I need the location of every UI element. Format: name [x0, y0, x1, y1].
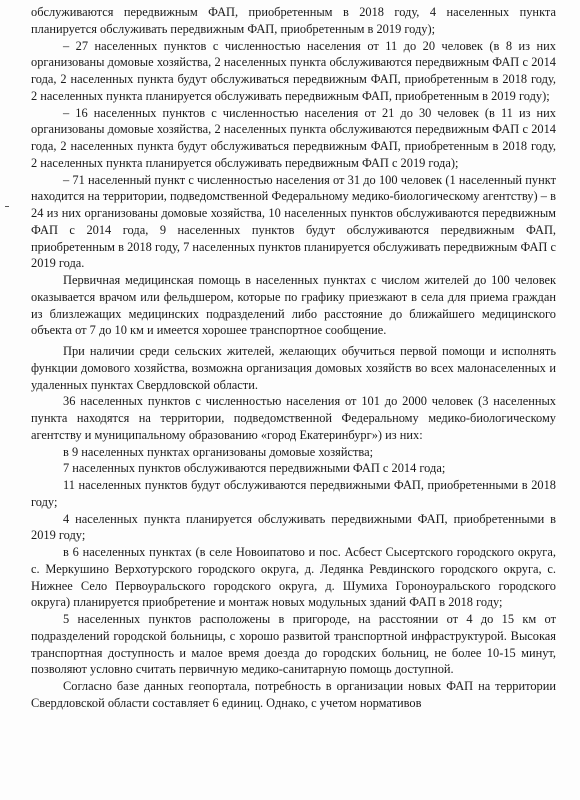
paragraph-7: 36 населенных пунктов с численностью населения от 101 до 2000 человек (3 населенных пункта находятся на территории, подведомственной Федеральному медико-биологическому агентству и муниципальному образованию «город Екатеринбург») из них:	[31, 394, 556, 442]
paragraph-2: – 27 населенных пунктов с численностью населения от 11 до 20 человек (в 8 из них организованы домовые хозяйства, 2 населенных пункта обслуживаются передвижным ФАП с 2014 года, 2 населенных пункта будут обслуживаться передвижным ФАП, приобретенным в 2018 году, 2 населенных пункта планируется обслуживать передвижным ФАП, приобретенным в 2019 году);	[31, 38, 556, 103]
paragraph-8: в 9 населенных пунктах организованы домовые хозяйства;	[63, 444, 374, 459]
paragraph-13: 5 населенных пунктов расположены в пригороде, на расстоянии от 4 до 15 км от подразделений городской больницы, с хорошо развитой транспортной инфраструктурой. Высокая транспортная доступность и малое время доезда до городских больниц, не более 10-15 минут, позволяют условно считать первичную медико-санитарную помощь доступной.	[31, 612, 556, 677]
margin-mark	[5, 206, 9, 207]
paragraph-11: 4 населенных пункта планируется обслуживать передвижными ФАП, приобретенными в 2019 году;	[31, 511, 556, 543]
paragraph-14: Согласно базе данных геопортала, потребность в организации новых ФАП на территории Свердловской области составляет 6 единиц. Однако, с учетом нормативов	[31, 679, 556, 710]
paragraph-1: обслуживаются передвижным ФАП, приобретенным в 2018 году, 4 населенных пункта планируется обслуживать передвижным ФАП, приобретенным в 2019 году);	[31, 5, 556, 36]
paragraph-3: – 16 населенных пунктов с численностью населения от 21 до 30 человек (в 11 из них организованы домовые хозяйства, 2 населенных пункта обслуживаются передвижным ФАП с 2014 года, 2 населенных пункта будут обслуживаться передвижным ФАП, приобретенным в 2018 году, 2 населенных пункта планируется обслуживать передвижным ФАП с 2019 года);	[31, 105, 556, 170]
paragraph-5: Первичная медицинская помощь в населенных пунктах с числом жителей до 100 человек оказывается врачом или фельдшером, которые по графику приезжают в села для приема граждан из близлежащих медицинских подразделений либо расстояние до ближайшего медицинского объекта от 7 до 10 км и имеется хорошее транспортное сообщение.	[31, 273, 556, 338]
paragraph-12: в 6 населенных пунктах (в селе Новоипатово и пос. Асбест Сысертского городского округа, с. Меркушино Верхотурского городского округа, д. Ледянка Ревдинского городского округа, с. Нижнее Село Первоуральского городского округа, д. Шумиха Гороноуральского городского округа) планируется приобретение и монтаж новых модульных зданий ФАП в 2018 году;	[31, 545, 556, 610]
paragraph-6: При наличии среди сельских жителей, желающих обучиться первой помощи и исполнять функции домового хозяйства, возможна организация домовых хозяйств во всех малонаселенных и удаленных пунктах Свердловской области.	[31, 344, 556, 392]
paragraph-4: – 71 населенный пункт с численностью населения от 31 до 100 человек (1 населенный пункт находится на территории, подведомственной Федеральному медико-биологическому агентству) – в 24 из них организованы домовые хозяйства, 10 населенных пунктов обслуживаются передвижным ФАП с 2014 года, 9 населенных пунктов будут обслуживаются передвижным ФАП, приобретенным в 2018 году, 7 населенных пунктов планируется обслуживать передвижным ФАП с 2019 года.	[31, 172, 556, 271]
document-body	[31, 4, 556, 712]
paragraph-10: 11 населенных пунктов будут обслуживаются передвижными ФАП, приобретенными в 2018 году;	[31, 478, 556, 509]
paragraph-9: 7 населенных пунктов обслуживаются передвижными ФАП с 2014 года;	[63, 461, 446, 476]
